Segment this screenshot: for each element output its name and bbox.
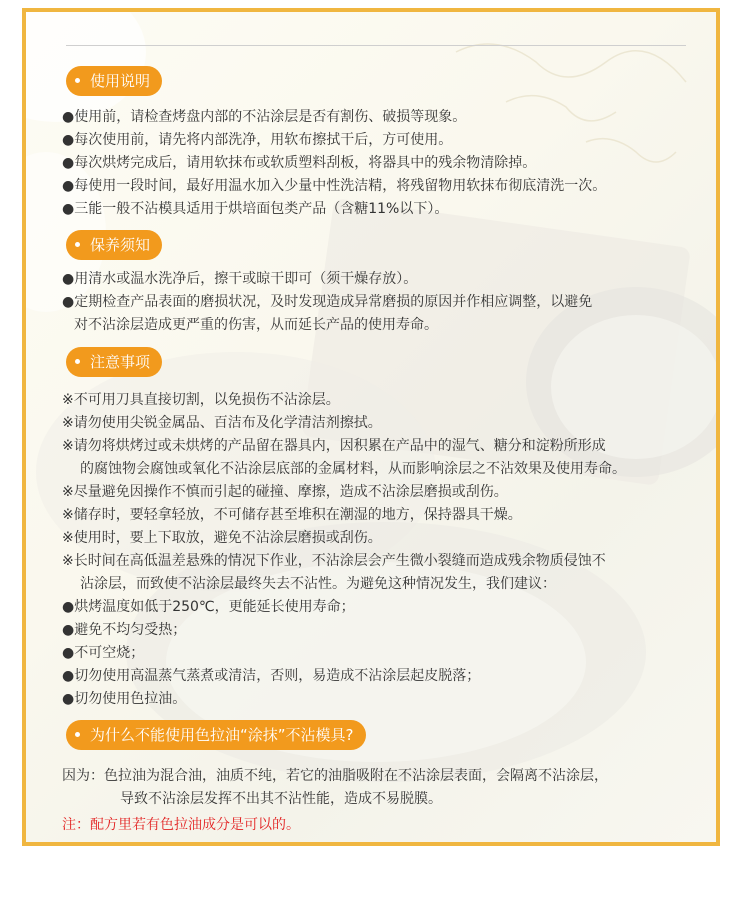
usage-item: ●每次使用前，请先将内部洗净，用软布擦拭干后，方可使用。 (62, 132, 453, 148)
notes-item: ※使用时，要上下取放，避免不沾涂层磨损或刮伤。 (62, 530, 382, 546)
bullet-dot-icon (75, 242, 80, 247)
instruction-panel (22, 8, 720, 846)
usage-item: ●每次烘烤完成后，请用软抹布或软质塑料刮板，将器具中的残余物清除掉。 (62, 155, 537, 171)
bullet-dot-icon (75, 732, 80, 737)
notes-item: ●烘烤温度如低于250℃，更能延长使用寿命； (62, 599, 355, 615)
maintenance-item: ●用清水或温水洗净后，擦干或晾干即可（须干燥存放）。 (62, 271, 418, 287)
section-header-notes (66, 347, 162, 377)
section-title-usage: 使用说明 (90, 72, 151, 90)
section-header-maintenance (66, 230, 162, 260)
notes-item: ●不可空烧； (62, 645, 145, 661)
section-title-question: 为什么不能使用色拉油“涂抹”不沾模具? (90, 726, 354, 744)
section-title-notes: 注意事项 (90, 353, 151, 371)
notes-item: ※请勿将烘烤过或未烘烤的产品留在器具内，因积累在产品中的湿气、糖分和淀粉所形成 (62, 438, 606, 454)
usage-item: ●每使用一段时间，最好用温水加入少量中性洗洁精，将残留物用软抹布彻底清洗一次。 (62, 178, 607, 194)
bullet-dot-icon (75, 78, 80, 83)
recipe-note: 注：配方里若有色拉油成分是可以的。 (62, 817, 300, 833)
section-header-question (66, 720, 366, 750)
notes-item: 沾涂层，而致使不沾涂层最终失去不沾性。为避免这种情况发生，我们建议： (80, 576, 556, 592)
notes-item: ●切勿使用高温蒸气蒸煮或清洁，否则，易造成不沾涂层起皮脱落； (62, 668, 481, 684)
answer-line: 因为：色拉油为混合油，油质不纯，若它的油脂吸附在不沾涂层表面，会隔离不沾涂层， (62, 768, 608, 784)
answer-line: 导致不沾涂层发挥不出其不沾性能，造成不易脱膜。 (120, 791, 442, 807)
usage-item: ●使用前，请检查烤盘内部的不沾涂层是否有割伤、破损等现象。 (62, 109, 467, 125)
notes-item: ※请勿使用尖锐金属品、百洁布及化学清洁剂擦拭。 (62, 415, 382, 431)
top-divider (66, 45, 686, 46)
notes-item: ※储存时，要轻拿轻放，不可储存甚至堆积在潮湿的地方，保持器具干燥。 (62, 507, 522, 523)
notes-item: ※尽量避免因操作不慎而引起的碰撞、摩擦，造成不沾涂层磨损或刮伤。 (62, 484, 508, 500)
section-header-usage (66, 66, 162, 96)
notes-item: ※长时间在高低温差悬殊的情况下作业，不沾涂层会产生微小裂缝而造成残余物质侵蚀不 (62, 553, 606, 569)
bullet-dot-icon (75, 359, 80, 364)
maintenance-item: ●定期检查产品表面的磨损状况，及时发现造成异常磨损的原因并作相应调整，以避免 (62, 294, 593, 310)
notes-item: ※不可用刀具直接切割，以免损伤不沾涂层。 (62, 392, 340, 408)
notes-item: ●切勿使用色拉油。 (62, 691, 187, 707)
maintenance-item: 对不沾涂层造成更严重的伤害，从而延长产品的使用寿命。 (74, 317, 438, 333)
notes-item: ●避免不均匀受热； (62, 622, 187, 638)
notes-item: 的腐蚀物会腐蚀或氧化不沾涂层底部的金属材料，从而影响涂层之不沾效果及使用寿命。 (80, 461, 626, 477)
section-title-maintenance: 保养须知 (90, 236, 151, 254)
usage-item: ●三能一般不沾模具适用于烘培面包类产品（含糖11%以下）。 (62, 201, 449, 217)
